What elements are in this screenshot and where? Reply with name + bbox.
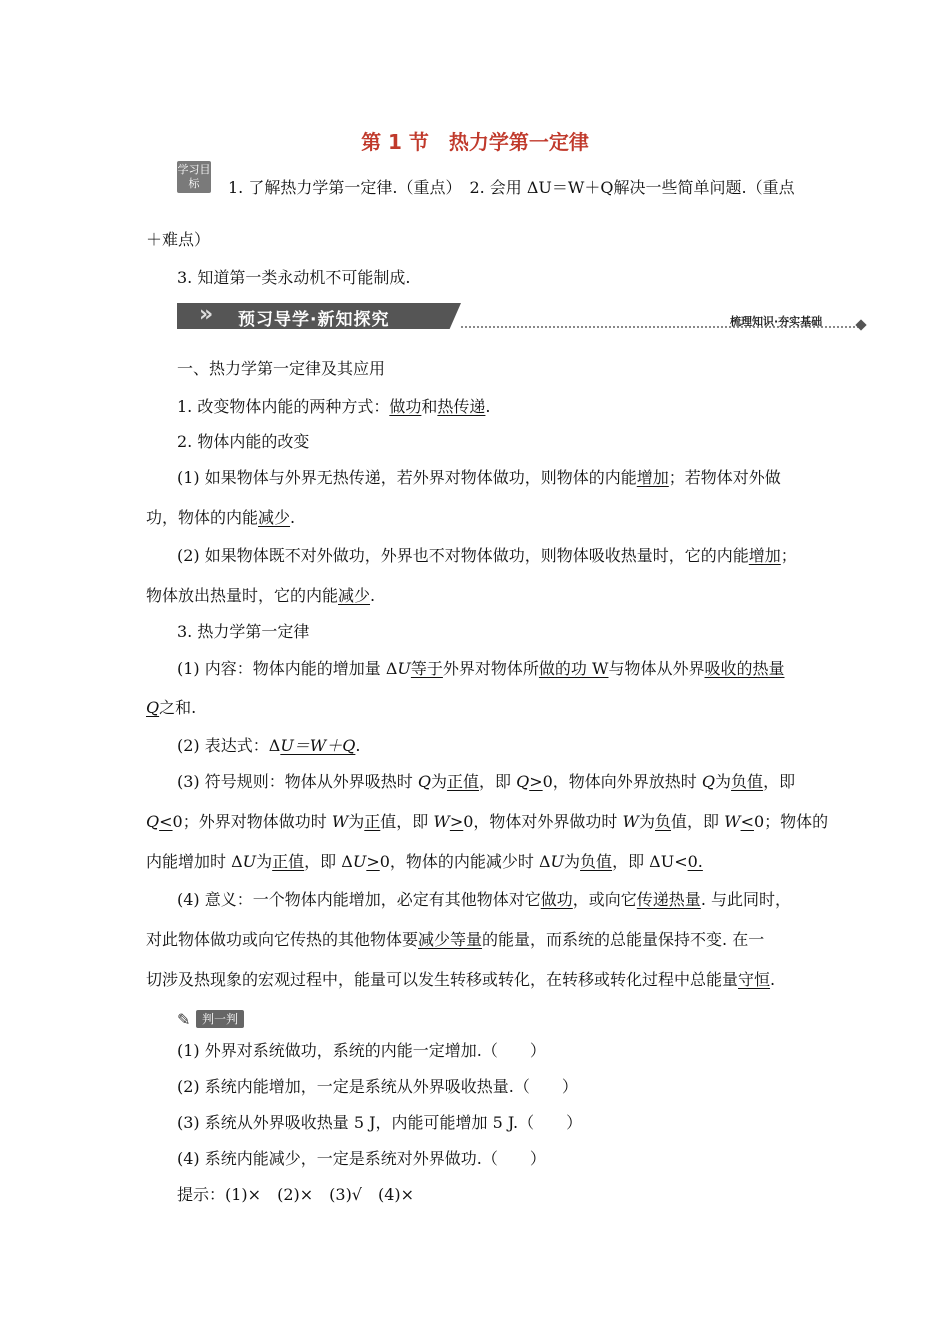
- para-9a: [177, 890, 791, 910]
- answer-blank: 减少: [258, 508, 291, 527]
- answer-blank: Q: [146, 698, 160, 717]
- diamond-icon: [855, 319, 866, 330]
- text-segment: U: [660, 852, 675, 871]
- answer-blank: 吸收的热量: [704, 659, 785, 678]
- text-segment: . 与此同时，: [700, 890, 791, 909]
- answer-blank: 减少: [338, 586, 371, 605]
- text-segment: ，即: [763, 772, 796, 791]
- text-segment: (1) 如果物体与外界无热传递，若外界对物体做功，则物体的内能: [177, 468, 637, 487]
- text-segment: 之和.: [159, 698, 197, 717]
- text-segment: .: [355, 736, 361, 755]
- para-8a: [177, 772, 795, 792]
- text-segment: Q: [146, 812, 160, 831]
- para-4a: [177, 546, 797, 566]
- para-2: 2. 物体内能的改变: [177, 432, 310, 451]
- text-segment: U: [397, 659, 411, 678]
- para-8c: [146, 852, 703, 872]
- text-segment: 的能量，而系统的总能量保持不变. 在一: [482, 930, 765, 949]
- pen-icon: ✎: [177, 1010, 191, 1029]
- text-segment: .: [770, 970, 776, 989]
- judge-answer: 提示：(1)× (2)× (3)√ (4)×: [177, 1185, 415, 1204]
- answer-blank: >: [366, 852, 380, 871]
- text-segment: 为: [715, 772, 732, 791]
- para-5: 3. 热力学第一定律: [177, 622, 310, 641]
- text-segment: ；: [780, 546, 797, 565]
- text-segment: 0；物体的: [753, 812, 829, 831]
- para-6a: [177, 659, 785, 679]
- judge-badge: 判一判: [196, 1010, 244, 1028]
- judge-item: (1) 外界对系统做功，系统的内能一定增加.（ ）: [177, 1041, 546, 1060]
- para-6b: [146, 698, 196, 718]
- learning-goals-badge: 学习目标: [177, 161, 211, 193]
- text-segment: 为: [638, 812, 655, 831]
- answer-blank: 热传递: [437, 397, 486, 416]
- text-segment: 切涉及热现象的宏观过程中，能量可以发生转移或转化，在转移或转化过程中总能量: [146, 970, 739, 989]
- text-segment: 0，物体对外界做功时: [463, 812, 623, 831]
- judge-item: (2) 系统内能增加，一定是系统从外界吸收热量.（ ）: [177, 1077, 578, 1096]
- para-8b: [146, 812, 828, 832]
- answer-blank: 传递热量: [636, 890, 701, 909]
- text-segment: ；若物体对外做: [668, 468, 781, 487]
- text-segment: 外界对物体所: [442, 659, 539, 678]
- text-segment: (1) 内容：物体内能的增加量 Δ: [177, 659, 398, 678]
- text-segment: (4) 意义：一个物体内能增加，必定有其他物体对它: [177, 890, 541, 909]
- section-heading: 一、热力学第一定律及其应用: [177, 359, 386, 378]
- answer-blank: >: [529, 772, 543, 791]
- text-segment: .: [290, 508, 296, 527]
- para-3a: [177, 468, 781, 488]
- answer-blank: 正值: [272, 852, 305, 871]
- text-segment: W: [622, 812, 639, 831]
- judge-item: (4) 系统内能减少，一定是系统对外界做功.（ ）: [177, 1149, 546, 1168]
- text-segment: 0，物体的内能减少时 Δ: [379, 852, 551, 871]
- answer-blank: 减少等量: [418, 930, 483, 949]
- text-segment: 为: [256, 852, 273, 871]
- answer-blank: 等于: [410, 659, 443, 678]
- text-segment: 0，物体向外界放热时: [542, 772, 702, 791]
- answer-blank: 守恒: [738, 970, 771, 989]
- text-segment: 与物体从外界: [608, 659, 705, 678]
- text-segment: .: [370, 586, 376, 605]
- para-7: [177, 736, 360, 756]
- text-segment: W: [331, 812, 349, 831]
- answer-blank: 0.: [687, 852, 703, 871]
- text-segment: Q: [516, 772, 530, 791]
- text-segment: (3) 符号规则：物体从外界吸热时: [177, 772, 418, 791]
- text-segment: 和: [421, 397, 438, 416]
- goal-line-3: 3. 知道第一类永动机不可能制成.: [177, 268, 411, 287]
- text-segment: Q: [417, 772, 431, 791]
- text-segment: (2) 表达式：Δ: [177, 736, 281, 755]
- text-segment: W: [433, 812, 450, 831]
- text-segment: 值，即: [671, 812, 725, 831]
- text-segment: U: [242, 852, 257, 871]
- goal-line-2: ＋难点）: [146, 230, 211, 249]
- text-segment: W: [724, 812, 741, 831]
- para-9c: [146, 970, 775, 990]
- text-segment: 为: [564, 852, 581, 871]
- text-segment: ，即: [479, 772, 517, 791]
- goal-line-1: 1. 了解热力学第一定律.（重点） 2. 会用 ΔU＝W＋Q解决一些简单问题.（重点: [228, 178, 795, 197]
- answer-blank: 做功: [540, 890, 573, 909]
- text-segment: .: [485, 397, 491, 416]
- text-segment: 为: [430, 772, 447, 791]
- answer-blank: 负值: [731, 772, 764, 791]
- answer-blank: 增加: [636, 468, 669, 487]
- para-3b: [146, 508, 295, 528]
- para-4b: [146, 586, 375, 606]
- double-chevron-icon: »: [199, 302, 214, 327]
- text-segment: (2) 如果物体既不对外做功，外界也不对物体做功，则物体吸收热量时，它的内能: [177, 546, 749, 565]
- text-segment: 值，即: [380, 812, 434, 831]
- answer-blank: 正值: [446, 772, 479, 791]
- banner-subtitle: 梳理知识·夯实基础: [730, 315, 823, 328]
- answer-blank: <: [740, 812, 754, 831]
- para-1: [177, 397, 491, 417]
- answer-blank: U＝W＋Q: [280, 736, 356, 755]
- text-segment: ，即 Δ: [304, 852, 353, 871]
- text-segment: Q: [701, 772, 716, 791]
- para-9b: [146, 930, 764, 950]
- answer-blank: 负: [655, 812, 672, 831]
- text-segment: ，即 Δ: [612, 852, 661, 871]
- answer-blank: 正: [364, 812, 381, 831]
- text-segment: ，或向它: [572, 890, 637, 909]
- answer-blank: 增加: [748, 546, 781, 565]
- text-segment: 为: [348, 812, 365, 831]
- text-segment: 0；外界对物体做功时: [172, 812, 332, 831]
- text-segment: <: [674, 852, 688, 871]
- page-title: 第 1 节 热力学第一定律: [361, 130, 589, 154]
- text-segment: 1. 改变物体内能的两种方式：: [177, 397, 390, 416]
- text-segment: 对此物体做功或向它传热的其他物体要: [146, 930, 419, 949]
- text-segment: 内能增加时 Δ: [146, 852, 243, 871]
- text-segment: U: [352, 852, 367, 871]
- answer-blank: <: [159, 812, 173, 831]
- answer-blank: >: [449, 812, 464, 831]
- text-segment: 功，物体的内能: [146, 508, 259, 527]
- text-segment: U: [550, 852, 565, 871]
- answer-blank: 做功: [389, 397, 422, 416]
- judge-item: (3) 系统从外界吸收热量 5 J，内能可能增加 5 J.（ ）: [177, 1113, 583, 1132]
- answer-blank: 做的功 W: [538, 659, 609, 678]
- text-segment: 物体放出热量时，它的内能: [146, 586, 339, 605]
- answer-blank: 负值: [580, 852, 613, 871]
- banner-title: 预习导学·新知探究: [238, 310, 390, 330]
